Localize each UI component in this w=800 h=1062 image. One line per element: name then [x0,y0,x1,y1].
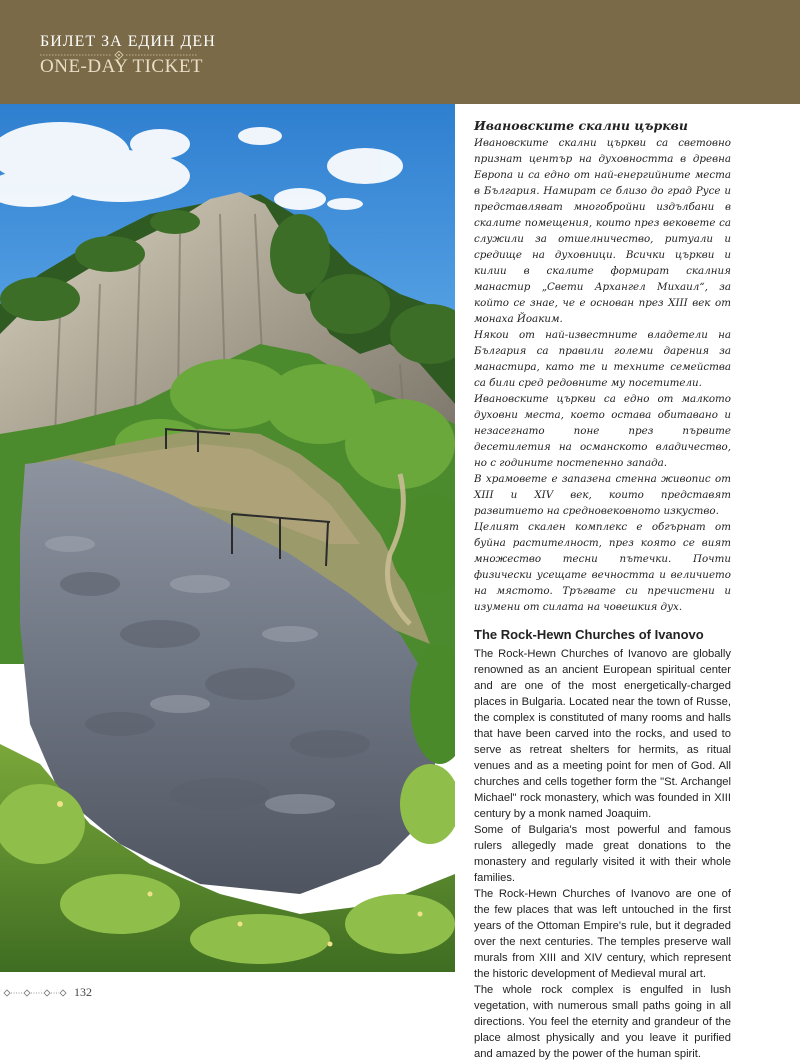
article-paragraph-bulgarian: Целият скален комплекс е обгърнат от буйна растителност, през която се вият множество тесни пътечки. Почти физически усещате вечността и величието на мястото. Тръгвате си пречистени и изумени от силата на човешкия дух. [474,521,731,613]
landscape-photo [0,104,455,972]
article-paragraph-bulgarian: Ивановските църкви са едно от малкото духовни места, което остава обитавано и незасегнато поне през първите десетилетия на османското владичество, но с годините постепенно запада. [474,393,731,469]
article-paragraph-english: The Rock-Hewn Churches of Ivanovo are globally renowned as an ancient European spiritual center and are one of the most energetically-charged places in Bulgaria. Located near the town of Russe, the complex is constituted of many rooms and halls that have been carved into the rocks, and used to serve as retreat shelters for hermits, as ritual venues and as a meeting point for men of God. All churches and cells together form the "St. Archangel Michael" rock monastery, which was founded in XIII century by a monk named Joaquim. [474,648,731,820]
article-paragraph-english: The Rock-Hewn Churches of Ivanovo are one of the few places that was left untouched in the first years of the Ottoman Empire's rule, but it degraded over the next centuries. The temples preserve wall murals from XIII and XIV century, which represent the historic development of Medieval mural art. [474,888,731,980]
article-heading-english: The Rock-Hewn Churches of Ivanovo [474,627,704,642]
section-title-bulgarian: БИЛЕТ ЗА ЕДИН ДЕН [40,33,216,50]
article-paragraph-bulgarian: В храмовете е запазена стенна живопис от XIII и XIV век, които представят развитието на средновековното изкуство. [474,473,731,517]
page-number: 132 [74,985,92,999]
article-paragraph-english: The whole rock complex is engulfed in lush vegetation, with numerous small paths going in all directions. You feel the eternity and grandeur of the place almost physically and you leave it purified and amazed by the power of the human spirit. [474,984,731,1060]
section-title-english: ONE-DAY TICKET [40,56,204,77]
article-paragraph-bulgarian: Ивановските скални църкви са световно признат център на духовността в древна Европа и са едно от най-енергийните места в България. Намират се близо до град Русе и представляват многобройни издълбани в скалите помещения, които през вековете са служили за отшелничество, ритуали и средище на духовници. Всички църкви и килии в скалите формират скалния манастир „Свети Архангел Михаил“, за който се знае, че е основан през XIII век от монаха Йоаким. [474,137,731,325]
footer-ornament-icon [0,988,70,998]
article-text-column [474,117,731,1062]
article-heading-bulgarian: Ивановските скални църкви [474,118,688,133]
article-paragraph-english: Some of Bulgaria's most powerful and famous rulers allegedly made great donations to the monastery and regularly visited it with their whole families. [474,824,731,884]
article-paragraph-bulgarian: Някои от най-известните владетели на България са правили големи дарения за манастира, като те и техните семейства са били сред редовните му посетители. [474,329,731,389]
